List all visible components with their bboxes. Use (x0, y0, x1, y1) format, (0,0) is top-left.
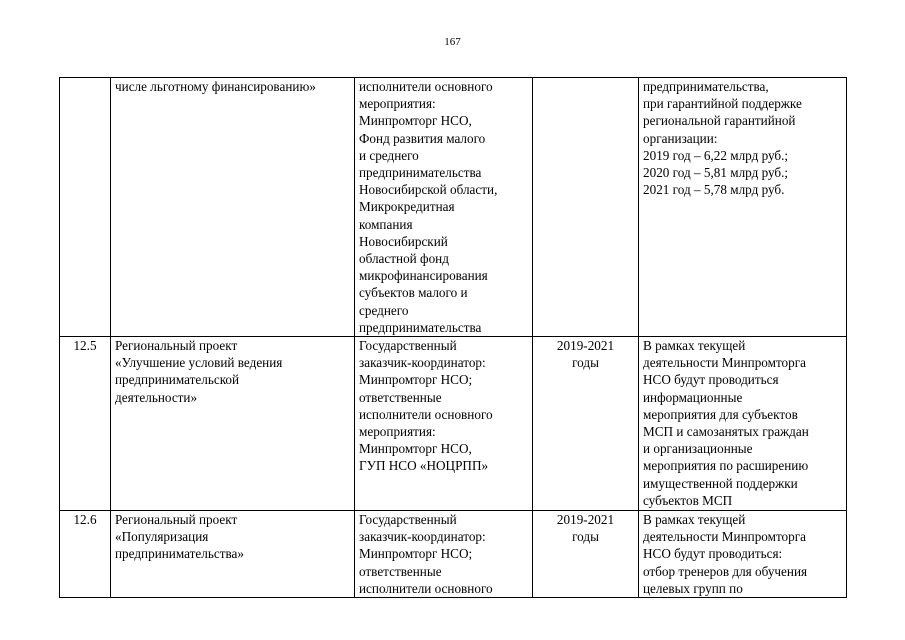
period-cell: 2019-2021 годы (533, 511, 639, 598)
table-row (60, 511, 847, 598)
row-number-cell: 12.5 (60, 337, 111, 511)
expected-result-cell: В рамках текущей деятельности Минпромторга НСО будут проводиться: отбор тренеров для обучения целевых групп по (639, 511, 847, 598)
page-number: 167 (444, 36, 461, 48)
period-cell: 2019-2021 годы (533, 337, 639, 511)
measure-name-cell: Региональный проект «Улучшение условий ведения предпринимательской деятельности» (111, 337, 355, 511)
measures-table (59, 77, 847, 598)
executors-cell: исполнители основного мероприятия: Минпромторг НСО, Фонд развития малого и среднего предпринимательства Новосибирской области, Микрокредитная компания Новосибирский областной фонд микрофинансирования субъектов малого и среднего предпринимательства (355, 78, 533, 337)
executors-cell: Государственный заказчик-координатор: Минпромторг НСО; ответственные исполнители основного мероприятия: Минпромторг НСО, ГУП НСО «НОЦРПП» (355, 337, 533, 511)
table-row (60, 78, 847, 337)
row-number-cell: 12.6 (60, 511, 111, 598)
row-number-cell (60, 78, 111, 337)
measure-name-cell: числе льготному финансированию» (111, 78, 355, 337)
expected-result-cell: предпринимательства, при гарантийной поддержке региональной гарантийной организации: 2019 год – 6,22 млрд руб.; 2020 год – 5,81 млрд руб.; 2021 год – 5,78 млрд руб. (639, 78, 847, 337)
table-row (60, 337, 847, 511)
executors-cell: Государственный заказчик-координатор: Минпромторг НСО; ответственные исполнители основного (355, 511, 533, 598)
period-cell (533, 78, 639, 337)
expected-result-cell: В рамках текущей деятельности Минпромторга НСО будут проводиться информационные мероприятия для субъектов МСП и самозанятых граждан и организационные мероприятия по расширению имущественной поддержки субъектов МСП (639, 337, 847, 511)
measure-name-cell: Региональный проект «Популяризация предпринимательства» (111, 511, 355, 598)
